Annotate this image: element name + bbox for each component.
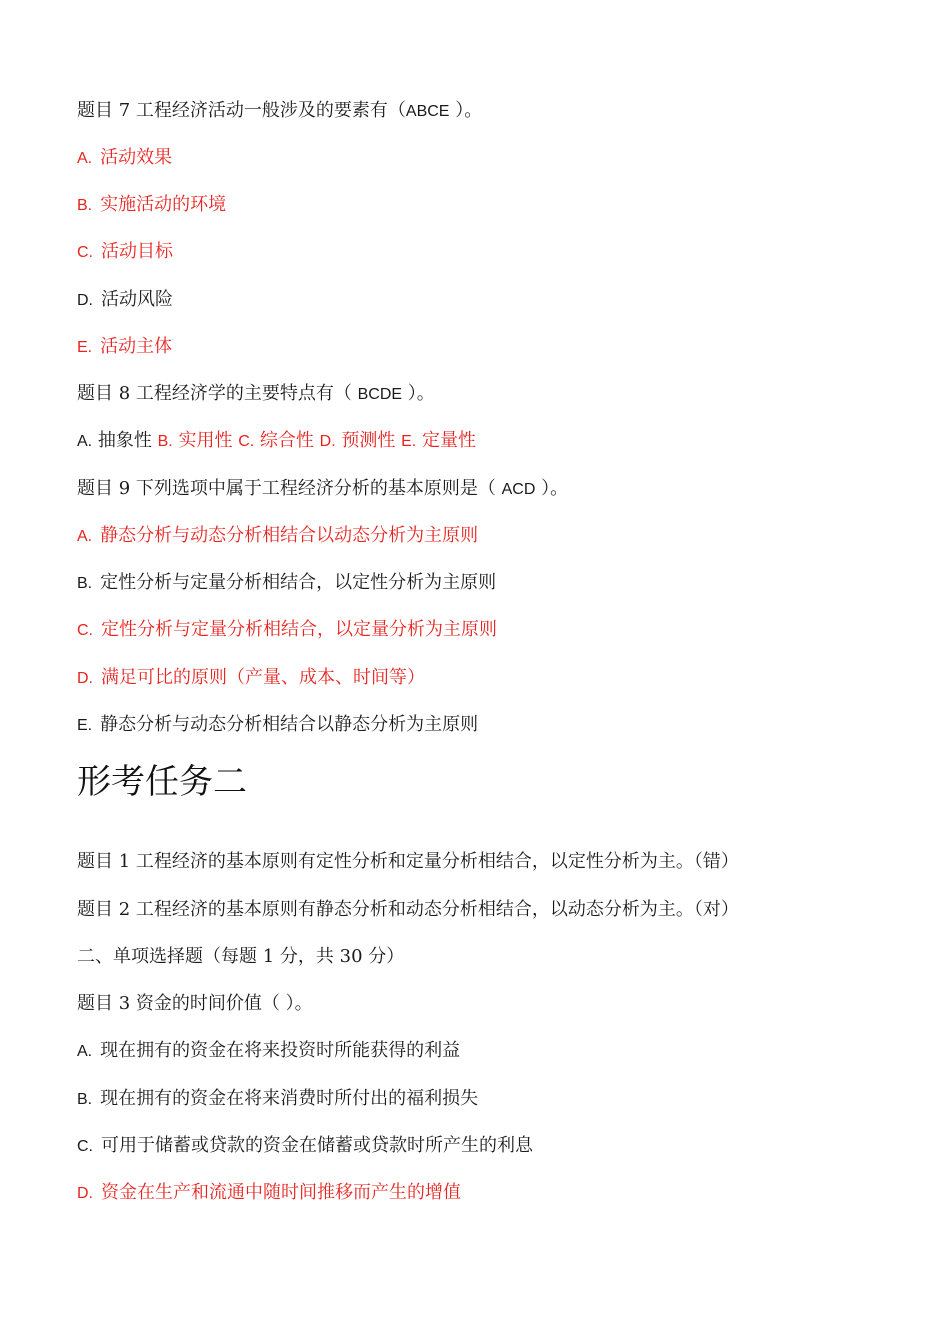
q7-option-d xyxy=(77,288,173,313)
task2-q3-option-b xyxy=(77,1087,478,1112)
option-text: 抽象性 xyxy=(97,430,152,451)
option-letter: E. xyxy=(77,339,93,356)
option-text: 现在拥有的资金在将来消费时所付出的福利损失 xyxy=(100,1088,479,1109)
option-letter: B. xyxy=(77,1091,93,1108)
task2-part-heading: 二、单项选择题（每题 1 分，共 30 分） xyxy=(77,946,405,967)
option-text: 活动目标 xyxy=(101,241,173,262)
option-letter: D. xyxy=(319,433,336,450)
q8-stem-suffix: ）。 xyxy=(402,383,435,404)
q7-option-a xyxy=(77,146,172,171)
option-letter: A. xyxy=(77,150,93,167)
q8-stem xyxy=(77,382,435,407)
option-letter: A. xyxy=(77,433,93,450)
q7-stem-suffix: ）。 xyxy=(449,100,483,121)
option-text: 定性分析与定量分析相结合，以定性分析为主原则 xyxy=(100,572,497,593)
option-text: 活动主体 xyxy=(100,336,173,357)
q9-option-d xyxy=(77,666,425,691)
q7-option-b xyxy=(77,193,226,218)
option-text: 预测性 xyxy=(341,430,396,451)
option-text: 满足可比的原则（产量、成本、时间等） xyxy=(101,667,425,688)
option-letter: A. xyxy=(77,528,93,545)
option-letter: C. xyxy=(238,433,255,450)
option-text: 资金在生产和流通中随时间推移而产生的增值 xyxy=(101,1182,461,1203)
task2-q1: 题目 1 工程经济的基本原则有定性分析和定量分析相结合，以定性分析为主。（错） xyxy=(77,851,739,872)
option-letter: D. xyxy=(77,670,93,687)
q9-option-a xyxy=(77,524,478,549)
task2-q3-option-d xyxy=(77,1181,461,1206)
option-text: 可用于储蓄或贷款的资金在储蓄或贷款时所产生的利息 xyxy=(101,1135,533,1156)
q7-answer: ABCE xyxy=(405,103,450,120)
option-text: 实用性 xyxy=(178,430,233,451)
option-text: 活动效果 xyxy=(100,147,173,168)
q7-option-c xyxy=(77,240,173,265)
section-title: 形考任务二 xyxy=(77,762,247,802)
option-letter: C. xyxy=(77,622,93,639)
q8-answer: BCDE xyxy=(357,386,403,403)
option-letter: B. xyxy=(77,575,93,592)
option-text: 定性分析与定量分析相结合，以定量分析为主原则 xyxy=(101,619,497,640)
option-letter: E. xyxy=(401,433,417,450)
q9-stem-suffix: ）。 xyxy=(535,478,569,499)
q9-option-e xyxy=(77,713,478,738)
task2-q3-option-c xyxy=(77,1134,533,1159)
option-text: 定量性 xyxy=(421,430,476,451)
option-letter: E. xyxy=(77,717,93,734)
q9-stem xyxy=(77,477,568,502)
q7-option-e xyxy=(77,335,172,360)
option-letter: C. xyxy=(77,244,93,261)
option-text: 活动风险 xyxy=(101,289,173,310)
task2-q3-option-a xyxy=(77,1039,460,1064)
q9-answer: ACD xyxy=(501,481,536,498)
option-letter: A. xyxy=(77,1043,93,1060)
q9-option-b xyxy=(77,571,496,596)
option-letter: B. xyxy=(77,197,93,214)
task2-q2: 题目 2 工程经济的基本原则有静态分析和动态分析相结合，以动态分析为主。（对） xyxy=(77,899,739,920)
q8-stem-prefix: 题目 8 工程经济学的主要特点有（ xyxy=(77,383,358,404)
q7-stem xyxy=(77,99,482,124)
q9-stem-prefix: 题目 9 下列选项中属于工程经济分析的基本原则是（ xyxy=(77,478,502,499)
option-text: 现在拥有的资金在将来投资时所能获得的利益 xyxy=(100,1040,461,1061)
option-text: 综合性 xyxy=(259,430,314,451)
option-letter: B. xyxy=(157,433,173,450)
option-text: 实施活动的环境 xyxy=(100,194,227,215)
option-letter: C. xyxy=(77,1138,93,1155)
option-text: 静态分析与动态分析相结合以静态分析为主原则 xyxy=(100,714,479,735)
option-letter: D. xyxy=(77,292,93,309)
q8-options-row xyxy=(77,429,476,454)
q9-option-c xyxy=(77,618,497,643)
task2-q3-stem: 题目 3 资金的时间价值（ ）。 xyxy=(77,993,313,1014)
option-letter: D. xyxy=(77,1185,93,1202)
option-text: 静态分析与动态分析相结合以动态分析为主原则 xyxy=(100,525,479,546)
q7-stem-prefix: 题目 7 工程经济活动一般涉及的要素有（ xyxy=(77,100,406,121)
